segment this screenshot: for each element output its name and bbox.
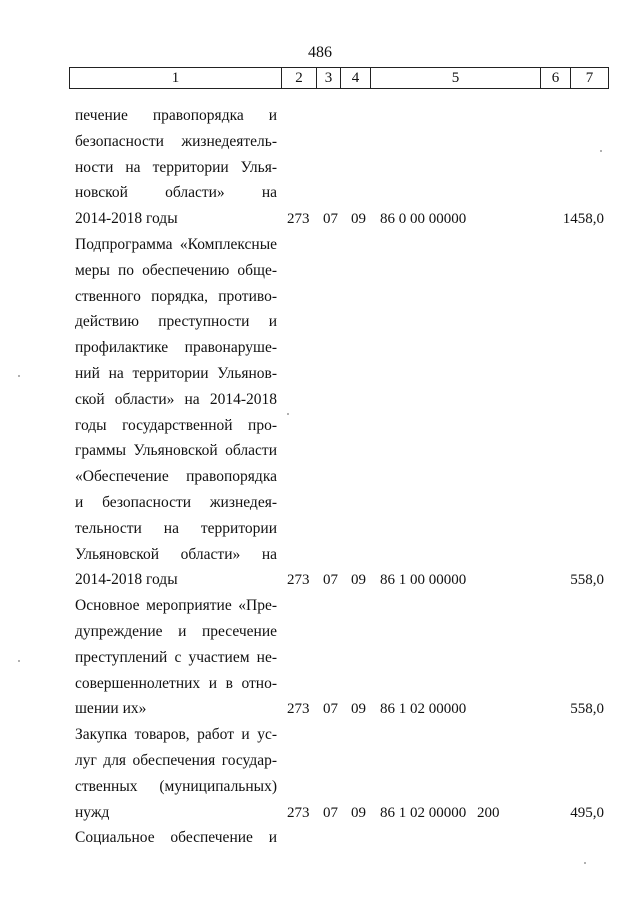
description-line: граммы Ульяновской области xyxy=(75,442,277,460)
description-line: действию преступности и xyxy=(75,313,277,331)
row-c5: 86 1 02 00000 xyxy=(380,804,467,821)
header-col-2: 2 xyxy=(282,68,317,88)
header-col-5: 5 xyxy=(371,68,541,88)
row-description xyxy=(75,103,277,232)
description-line: 2014-2018 годы xyxy=(75,571,178,589)
row-c2: 273 xyxy=(287,211,310,228)
description-line: совершеннолетних и в отно- xyxy=(75,674,277,692)
row-c5: 86 0 00 00000 xyxy=(380,211,467,228)
description-line: ственного порядка, противо- xyxy=(75,287,277,305)
description-line: ности на территории Улья- xyxy=(75,158,277,176)
description-line: профилактике правонаруше- xyxy=(75,339,277,357)
row-c3: 07 xyxy=(323,572,338,589)
description-line: безопасности жизнедеятель- xyxy=(75,132,277,150)
description-line: дупреждение и пресечение xyxy=(75,622,277,640)
row-amount: 558,0 xyxy=(570,572,604,589)
scan-speck xyxy=(18,375,20,377)
description-line: печение правопорядка и xyxy=(75,107,277,124)
scan-speck xyxy=(584,862,586,864)
description-line: преступлений с участием не- xyxy=(75,648,277,666)
row-c2: 273 xyxy=(287,701,310,718)
scan-speck xyxy=(18,660,20,662)
table-header xyxy=(69,67,609,89)
row-description xyxy=(75,593,277,722)
row-c6: 200 xyxy=(477,804,500,821)
header-col-7: 7 xyxy=(585,70,594,86)
header-col-6: 6 xyxy=(541,68,571,88)
description-line: ской области» на 2014-2018 xyxy=(75,390,277,408)
row-c3: 07 xyxy=(323,211,338,228)
row-description xyxy=(75,825,277,851)
row-amount: 495,0 xyxy=(570,804,604,821)
row-description xyxy=(75,722,277,825)
row-c3: 07 xyxy=(323,701,338,718)
row-amount: 558,0 xyxy=(570,701,604,718)
row-c4: 09 xyxy=(351,701,366,718)
row-c2: 273 xyxy=(287,804,310,821)
description-line: луг для обеспечения государ- xyxy=(75,751,277,769)
description-line: 2014-2018 годы xyxy=(75,210,178,228)
description-line: ний на территории Ульянов- xyxy=(75,364,277,382)
row-description xyxy=(75,232,277,593)
description-line: годы государственной про- xyxy=(75,416,277,434)
row-c5: 86 1 00 00000 xyxy=(380,572,467,589)
row-c5: 86 1 02 00000 xyxy=(380,701,467,718)
description-line: и безопасности жизнедея- xyxy=(75,493,277,511)
description-line: Основное мероприятие «Пре- xyxy=(75,597,277,615)
row-c4: 09 xyxy=(351,572,366,589)
page-number: 486 xyxy=(308,44,332,61)
row-c3: 07 xyxy=(323,804,338,821)
description-line: нужд xyxy=(75,803,110,821)
description-line: тельности на территории xyxy=(75,519,277,537)
row-c4: 09 xyxy=(351,211,366,228)
description-line: Закупка товаров, работ и ус- xyxy=(75,726,277,744)
scan-speck xyxy=(600,150,602,152)
row-c2: 273 xyxy=(287,572,310,589)
description-line: новской области» на xyxy=(75,184,277,202)
header-col-3: 3 xyxy=(317,68,341,88)
description-line: меры по обеспечению обще- xyxy=(75,261,277,279)
row-amount: 1458,0 xyxy=(562,211,604,228)
description-line: Подпрограмма «Комплексные xyxy=(75,236,277,253)
row-c4: 09 xyxy=(351,804,366,821)
description-line: «Обеспечение правопорядка xyxy=(75,468,277,486)
description-line: Социальное обеспечение и xyxy=(75,829,277,847)
description-line: шении их» xyxy=(75,700,147,718)
header-col-1: 1 xyxy=(70,68,282,88)
scan-speck xyxy=(287,413,289,415)
description-line: Ульяновской области» на xyxy=(75,545,277,563)
description-line: ственных (муниципальных) xyxy=(75,777,277,795)
header-col-4: 4 xyxy=(341,68,371,88)
